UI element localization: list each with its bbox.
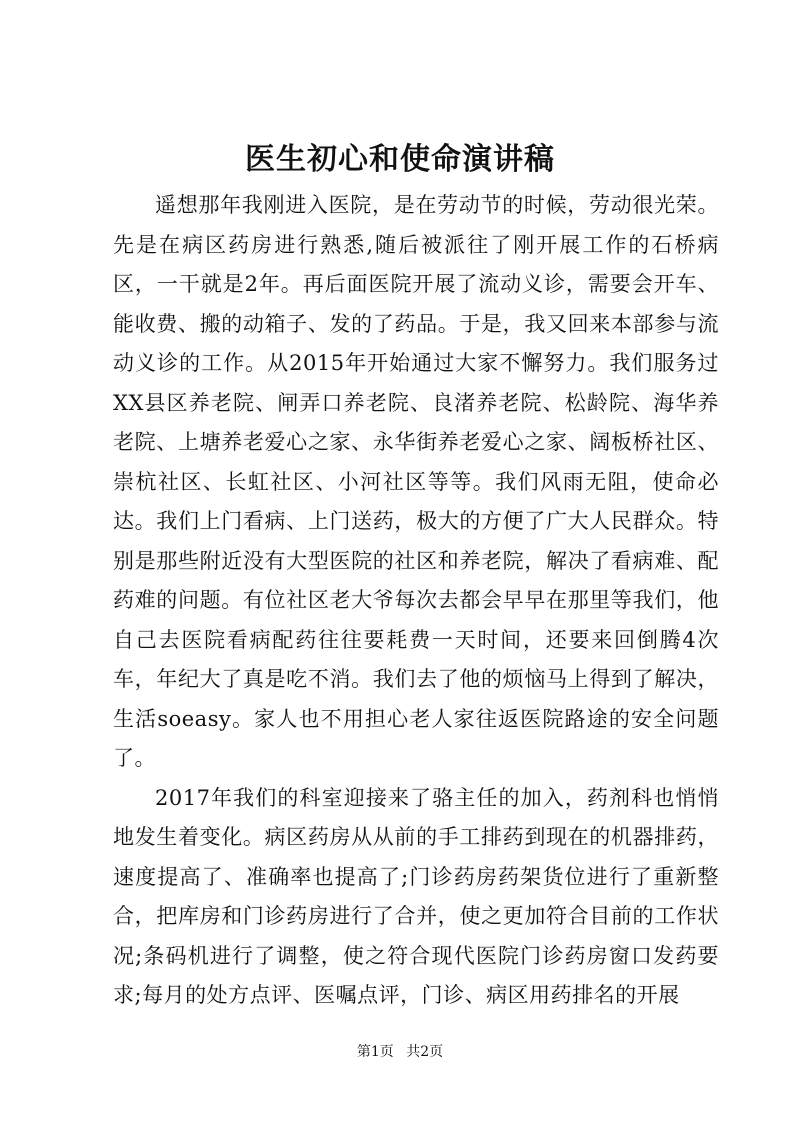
document-title: 医生初心和使命演讲稿 xyxy=(245,142,555,177)
page-total: 共2页 xyxy=(406,1044,444,1060)
paragraph: 遥想那年我刚进入医院，是在劳动节的时候，劳动很光荣。先是在病区药房进行熟悉,随后被派往了刚开展工作的石桥病区，一干就是2年。再后面医院开展了流动义诊，需要会开车、能收费、搬的动箱子、发的了药品。于是，我又回来本部参与流动义诊的工作。从2015年开始通过大家不懈努力。我们服务过XX县区养老院、闸弄口养老院、良渚养老院、松龄院、海华养老院、上塘养老爱心之家、永华街养老爱心之家、阔板桥社区、崇杭社区、长虹社区、小河社区等等。我们风雨无阻，使命必达。我们上门看病、上门送药，极大的方便了广大人民群众。特别是那些附近没有大型医院的社区和养老院，解决了看病难、配药难的问题。有位社区老大爷每次去都会早早在那里等我们，他自己去医院看病配药往往要耗费一天时间，还要来回倒腾4次车，年纪大了真是吃不消。我们去了他的烦恼马上得到了解决，生活soeasy。家人也不用担心老人家往返医院路途的安全问题了。 xyxy=(113,193,719,770)
page-number: 第1页 xyxy=(356,1044,394,1060)
page-footer xyxy=(0,1042,800,1062)
paragraph: 2017年我们的科室迎接来了骆主任的加入，药剂科也悄悄地发生着变化。病区药房从从前的手工排药到现在的机器排药，速度提高了、准确率也提高了;门诊药房药架货位进行了重新整合，把库房和门诊药房进行了合并，使之更加符合目前的工作状况;条码机进行了调整，使之符合现代医院门诊药房窗口发药要求;每月的处方点评、医嘱点评，门诊、病区用药排名的开展 xyxy=(113,785,719,1007)
document-body xyxy=(113,186,719,1016)
